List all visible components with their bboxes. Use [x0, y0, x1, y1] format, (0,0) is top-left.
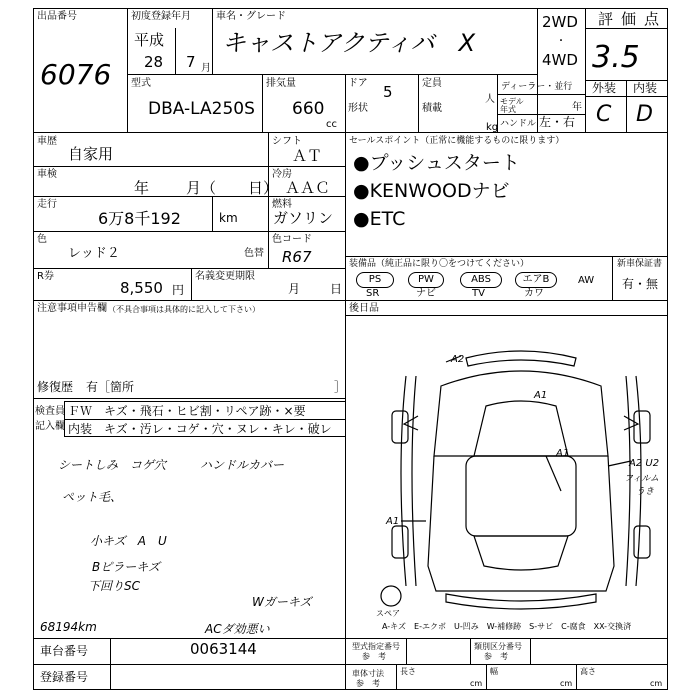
history-value: 自家用	[68, 145, 114, 163]
color-change-label: 色替	[244, 248, 264, 259]
handwritten-note-8: 68194km	[40, 620, 97, 634]
car-name-label: 車名・グレード	[216, 11, 286, 22]
doors-label: ドア	[348, 78, 368, 89]
handle-value: 左・右	[539, 115, 576, 129]
model-year-label2: 年式	[500, 105, 516, 114]
equipment-navi: ナビ	[416, 288, 436, 299]
doors-value: 5	[383, 83, 393, 101]
width-unit: cm	[560, 679, 573, 688]
repair-label: 修復歴	[37, 380, 74, 394]
handwritten-note-2: ハンドルカバー	[200, 458, 285, 472]
listing-number: 6076	[40, 58, 112, 91]
damage-mark-3: A1	[556, 448, 570, 459]
equipment-leather: カワ	[524, 288, 544, 299]
handwritten-note-7: Wガーキズ	[252, 595, 312, 609]
equipment-sr: SR	[366, 288, 380, 299]
repair-value: 有［箇所	[86, 380, 135, 394]
repair-close: ］	[334, 380, 347, 394]
drive-4wd: 4WD	[542, 51, 578, 69]
body-size-label: 車体寸法	[352, 669, 384, 678]
shift-label: シフト	[272, 136, 302, 147]
damage-mark-7: A1	[386, 516, 400, 527]
rating-score: 3.5	[592, 40, 640, 75]
mileage-unit: km	[219, 211, 238, 225]
model-label: 型式	[131, 78, 151, 89]
registration-label: 初度登録年月	[131, 11, 191, 22]
registration-era: 平成	[134, 31, 165, 49]
drive-2wd: 2WD	[542, 13, 578, 31]
width-label: 幅	[490, 667, 498, 676]
damage-mark-1: A2	[451, 354, 465, 365]
sales-point-1: ●プッシュスタート	[353, 152, 520, 174]
aircon-value: ＡＡＣ	[285, 179, 331, 197]
recycle-label: R券	[37, 271, 54, 282]
inspector-label2: 記入欄	[35, 421, 65, 432]
color-label: 色	[37, 234, 47, 245]
handwritten-note-1: シートしみ コゲ穴	[58, 458, 167, 472]
model-year-label1: モデル	[500, 97, 524, 106]
mileage-value: 6万8千192	[98, 209, 181, 228]
equipment-airbag: エアB	[515, 272, 557, 288]
sales-points-label: セールスポイント（正常に機能するものに限ります）	[349, 136, 565, 146]
warranty-value: 有・無	[622, 277, 659, 291]
load-unit: kg	[486, 122, 499, 133]
car-diagram	[346, 316, 668, 636]
chassis-label: 車台番号	[40, 644, 89, 658]
displacement-value: 660	[292, 99, 325, 119]
registration-month: 7	[186, 53, 196, 71]
model-year-unit: 年	[572, 102, 582, 113]
color-code-value: R67	[282, 248, 312, 266]
equipment-tv: TV	[472, 288, 485, 299]
capacity-label: 定員	[422, 78, 442, 89]
damage-mark-4: A2 U2	[629, 458, 660, 469]
recycle-value: 8,550	[120, 279, 163, 297]
shift-value: ＡＴ	[292, 147, 323, 165]
color-code-label: 色コード	[272, 234, 312, 245]
color-value: レッド２	[68, 246, 120, 261]
interior-grade: D	[636, 102, 653, 127]
dealer-label: ディーラー・並行	[501, 82, 573, 92]
shape-label: 形状	[348, 103, 368, 114]
fuel-value: ガソリン	[273, 209, 334, 227]
reg-number-label: 登録番号	[40, 670, 89, 684]
category-ref: 参 考	[484, 652, 508, 661]
damage-mark-6: うき	[636, 487, 655, 497]
handwritten-note-5: Bピラーキズ	[92, 560, 160, 574]
equipment-ps: PS	[356, 272, 394, 288]
type-spec-label: 型式指定番号	[352, 642, 400, 651]
equipment-pw: PW	[408, 272, 444, 288]
equipment-abs: ABS	[460, 272, 502, 288]
chassis-number: 0063144	[190, 640, 257, 658]
notes-sublabel: （不具合事項は具体的に記入して下さい）	[108, 305, 260, 314]
registration-month-unit: 月	[201, 63, 211, 74]
inspection-year-unit: 年	[134, 179, 150, 197]
inspection-label: 車検	[37, 169, 57, 180]
model-code: DBA-LA250S	[148, 99, 255, 119]
equipment-aw: AW	[578, 275, 595, 286]
car-name: キャストアクティバ X	[222, 29, 476, 57]
spare-label: スペア	[376, 609, 400, 618]
length-label: 長さ	[400, 667, 416, 676]
warranty-label: 新車保証書	[617, 259, 663, 269]
height-unit: cm	[650, 679, 663, 688]
handle-label: ハンドル	[500, 119, 537, 129]
exterior-grade: C	[596, 102, 612, 127]
handwritten-note-4: 小キズ A U	[90, 534, 167, 548]
mileage-label: 走行	[37, 199, 57, 210]
equipment-label: 装備品（純正品に限り〇をつけてください）	[349, 259, 530, 269]
tax-label: 名義変更期限	[195, 271, 255, 282]
sales-point-2: ●KENWOODナビ	[353, 180, 510, 202]
fuel-label: 燃料	[272, 199, 292, 210]
sales-point-3: ●ETC	[353, 208, 406, 230]
inspection-month-unit: 月（	[186, 179, 217, 197]
damage-legend: A-キズ E-エクボ U-凹み W-補修跡 S-サビ C-腐食 XX-交換済	[382, 622, 632, 631]
body-size-ref: 参 考	[356, 679, 380, 688]
inspector-row2: 内装 キズ・汚レ・コゲ・穴・ヌレ・キレ・破レ	[68, 422, 332, 436]
category-label: 類別区分番号	[474, 642, 522, 651]
rating-label: 評価点	[598, 10, 668, 28]
damage-mark-5: フィルム	[624, 474, 659, 484]
inspection-day-unit: 日）	[248, 179, 279, 197]
drive-separator: ・	[556, 36, 566, 47]
tax-month: 月	[288, 282, 301, 296]
registration-year: 28	[144, 53, 164, 71]
displacement-label: 排気量	[266, 78, 296, 89]
notes-label: 注意事項申告欄	[37, 303, 107, 314]
listing-label: 出品番号	[37, 11, 77, 22]
inspector-label1: 検査員	[35, 406, 65, 417]
inspector-row1: ＦＷ キズ・飛石・ヒビ割・リペア跡・×要	[68, 404, 306, 418]
handwritten-note-6: 下回りSC	[88, 579, 140, 593]
recycle-unit: 円	[172, 283, 185, 297]
handwritten-note-3: ペット毛、	[62, 490, 123, 504]
handwritten-note-9: ACダ効悪い	[205, 622, 270, 636]
interior-label: 内装	[633, 81, 658, 95]
exterior-label: 外装	[592, 81, 617, 95]
capacity-unit: 人	[485, 94, 495, 105]
type-spec-ref: 参 考	[362, 652, 386, 661]
aircon-label: 冷房	[272, 169, 292, 180]
length-unit: cm	[470, 679, 483, 688]
after-load-label: 後日品	[349, 303, 379, 314]
displacement-unit: cc	[326, 119, 337, 130]
tax-day: 日	[330, 282, 343, 296]
history-label: 車歴	[37, 136, 57, 147]
height-label: 高さ	[580, 667, 596, 676]
load-label: 積載	[422, 103, 442, 114]
damage-mark-2: A1	[534, 390, 548, 401]
